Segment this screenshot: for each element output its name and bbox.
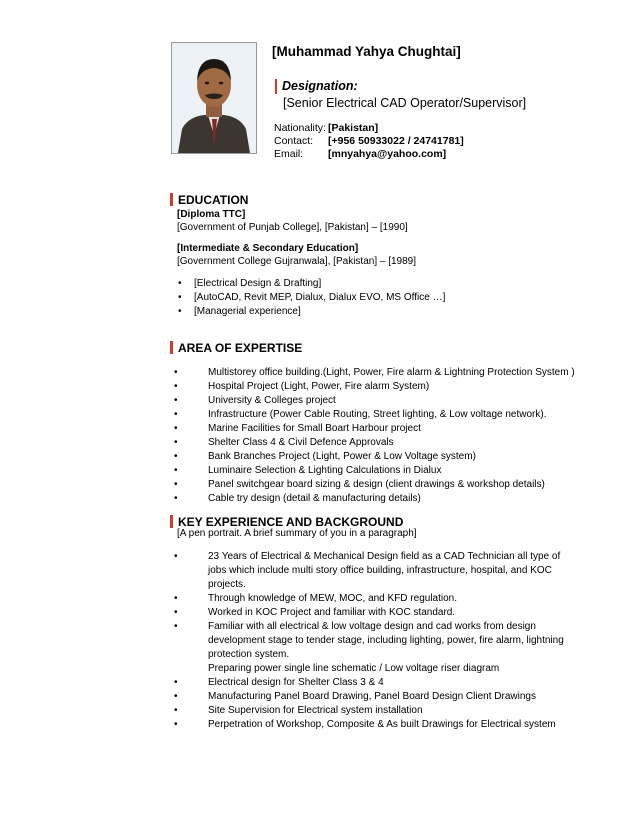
education-institution-2: [Government College Gujranwala], [Pakistan] – [1989] bbox=[177, 256, 417, 267]
education-heading: EDUCATION bbox=[178, 193, 249, 207]
person-portrait-image bbox=[172, 43, 256, 153]
experience-accent-bar bbox=[170, 515, 173, 528]
education-accent-bar bbox=[170, 193, 173, 206]
email-label: Email: bbox=[274, 148, 304, 160]
list-item: • Cable try design (detail & manufacturing details) bbox=[174, 492, 575, 506]
list-item bbox=[174, 676, 564, 690]
experience-subtitle: [A pen portrait. A brief summary of you in a paragraph] bbox=[177, 528, 417, 539]
expertise-list bbox=[174, 366, 575, 506]
list-item: • Bank Branches Project (Light, Power & Low Voltage system) bbox=[174, 450, 575, 464]
list-item bbox=[174, 704, 564, 718]
list-item-line: projects. bbox=[208, 579, 246, 590]
list-item-line: Preparing power single line schematic / Low voltage riser diagram bbox=[208, 663, 500, 674]
list-item-line: • Worked in KOC Project and familiar with KOC standard. bbox=[208, 607, 456, 618]
list-item-line: • 23 Years of Electrical & Mechanical Design field as a CAD Technician all type of bbox=[208, 551, 561, 562]
designation-accent-bar bbox=[275, 79, 277, 94]
education-degree-1: [Diploma TTC] bbox=[177, 209, 246, 220]
list-item bbox=[174, 620, 564, 676]
expertise-heading: AREA OF EXPERTISE bbox=[178, 341, 303, 355]
list-item-line: • Perpetration of Workshop, Composite & As built Drawings for Electrical system bbox=[208, 719, 556, 730]
nationality-value: [Pakistan] bbox=[328, 122, 379, 134]
list-item: • Infrastructure (Power Cable Routing, Street lighting, & Low voltage network). bbox=[174, 408, 575, 422]
profile-photo bbox=[171, 42, 257, 154]
list-item: • Marine Facilities for Small Boart Harbour project bbox=[174, 422, 575, 436]
list-item bbox=[174, 718, 564, 732]
list-item: • University & Colleges project bbox=[174, 394, 575, 408]
candidate-name: [Muhammad Yahya Chughtai] bbox=[272, 44, 461, 59]
list-item-line: jobs which include multi story office building, infrastructure, hospital, and KOC bbox=[208, 565, 552, 576]
email-value: [mnyahya@yahoo.com] bbox=[328, 148, 447, 160]
list-item: • [AutoCAD, Revit MEP, Dialux, Dialux EVO, MS Office …] bbox=[177, 291, 445, 305]
list-item: • Luminaire Selection & Lighting Calculations in Dialux bbox=[174, 464, 575, 478]
designation-value: [Senior Electrical CAD Operator/Supervisor] bbox=[283, 96, 527, 110]
list-item-line: • Site Supervision for Electrical system installation bbox=[208, 705, 423, 716]
list-item-line: protection system. bbox=[208, 649, 290, 660]
list-item-line: development stage to tender stage, including lighting, power, fire alarm, lightning bbox=[208, 635, 564, 646]
list-item: • Multistorey office building.(Light, Power, Fire alarm & Lightning Protection System ) bbox=[174, 366, 575, 380]
education-degree-2: [Intermediate & Secondary Education] bbox=[177, 243, 359, 254]
list-item-line: • Through knowledge of MEW, MOC, and KFD regulation. bbox=[208, 593, 458, 604]
contact-row bbox=[274, 135, 464, 147]
education-skills-list bbox=[177, 277, 445, 319]
education-institution-1: [Government of Punjab College], [Pakistan] – [1990] bbox=[177, 222, 408, 233]
experience-list bbox=[174, 550, 564, 732]
list-item-line: • Electrical design for Shelter Class 3 & 4 bbox=[208, 677, 384, 688]
expertise-accent-bar bbox=[170, 341, 173, 354]
list-item: • Shelter Class 4 & Civil Defence Approvals bbox=[174, 436, 575, 450]
contact-value: [+956 50933022 / 24741781] bbox=[328, 135, 464, 147]
contact-label: Contact: bbox=[274, 135, 314, 147]
list-item bbox=[174, 550, 564, 592]
nationality-label: Nationality: bbox=[274, 122, 326, 134]
list-item bbox=[174, 606, 564, 620]
list-item-line: • Manufacturing Panel Board Drawing, Panel Board Design Client Drawings bbox=[208, 691, 536, 702]
list-item: • [Electrical Design & Drafting] bbox=[177, 277, 445, 291]
list-item: • [Managerial experience] bbox=[177, 305, 445, 319]
list-item: • Panel switchgear board sizing & design (client drawings & workshop details) bbox=[174, 478, 575, 492]
experience-heading: KEY EXPERIENCE AND BACKGROUND bbox=[178, 515, 404, 529]
designation-label: Designation: bbox=[282, 79, 358, 93]
list-item bbox=[174, 690, 564, 704]
list-item-line: • Familiar with all electrical & low voltage design and cad works from design bbox=[208, 621, 536, 632]
list-item bbox=[174, 592, 564, 606]
list-item: • Hospital Project (Light, Power, Fire alarm System) bbox=[174, 380, 575, 394]
nationality-row bbox=[274, 122, 378, 134]
email-row bbox=[274, 148, 446, 160]
